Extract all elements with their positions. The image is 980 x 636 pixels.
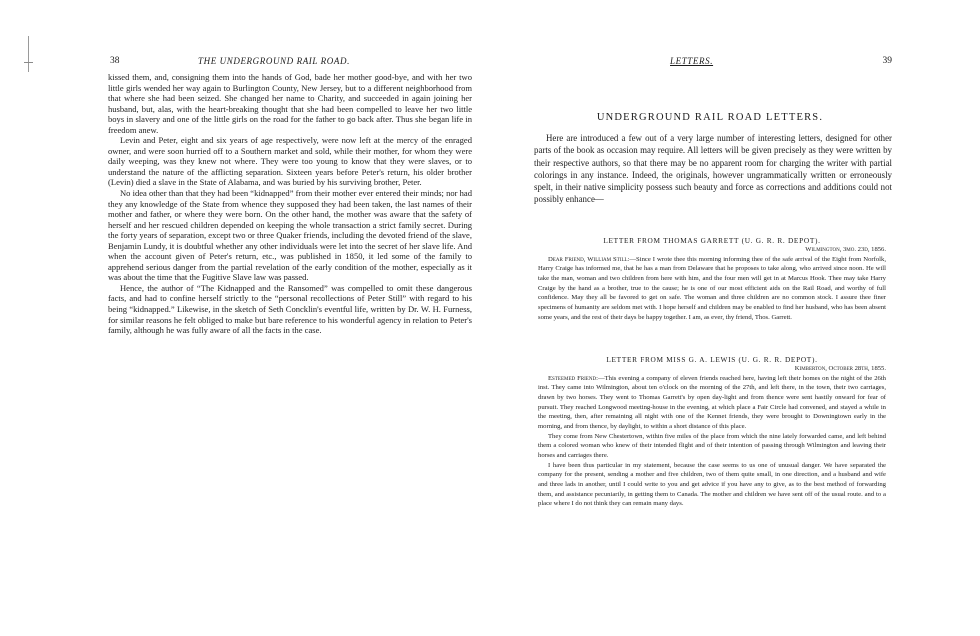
left-running-title: THE UNDERGROUND RAIL ROAD. [198, 56, 350, 66]
intro-paragraph: Here are introduced a few out of a very large number of interesting letters, designed for other parts of the book as occasion may require. All letters will be given precisely as they were written by their respective authors, so that there may be no apparent room for charging the writer with partial colorings in any instance. Indeed, the originals, however ungrammatically written or erroneously spelt, in their native simplicity possess such beauty and force as corrections and additions could not possibly enhance— [534, 133, 892, 205]
right-running-title: LETTERS. [670, 56, 714, 66]
letter-salutation: Esteemed Friend: [548, 374, 598, 382]
letter-heading: LETTER FROM MISS G. A. LEWIS (U. G. R. R. DEPOT). [606, 355, 818, 364]
right-page [528, 0, 892, 636]
letter-closing: I am, as ever, thy friend, Thos. Garrett. [688, 313, 792, 321]
left-running-head [108, 56, 472, 70]
gutter-tick [24, 62, 33, 63]
letter-heading: LETTER FROM THOMAS GARRETT (U. G. R. R. DEPOT). [603, 236, 821, 245]
letter-lewis [538, 355, 886, 509]
letter-paragraph [538, 255, 886, 323]
letter-dateline: Kimberton, October 28th, 1855. [794, 365, 886, 372]
left-paragraph: Hence, the author of “The Kidnapped and the Ransomed” was compelled to omit these dangerous facts, and had to confine herself strictly to the “personal recollections of Peter Still” with regard to his being “kidnapped.” Likewise, in the sketch of Seth Concklin's eventful life, written by Dr. W. H. Furness, for similar reasons he felt obliged to make but bare reference to his wonderful agency in relation to Peter's family, although he was fully aware of all the facts in the case. [108, 282, 472, 336]
right-page-number: 39 [882, 56, 892, 66]
section-title: UNDERGROUND RAIL ROAD LETTERS. [596, 112, 824, 123]
intro-text [534, 132, 892, 206]
left-paragraph: kissed them, and, consigning them into the hands of God, bade her mother good-bye, and with her two little girls wended her way again to Burlington County, New Jersey, but to a different neighborhood from that where she had been seized. She changed her name to Charity, and succeeded in again joining her husband, but, alas, with the heart-breaking thought that she had been compelled to leave her two little boys in slavery and one of the little girls on the road for the father to go back after. Thus she began life in freedom anew. [108, 72, 472, 135]
letter-garrett [538, 236, 886, 322]
letter-paragraph [538, 374, 886, 432]
letter-salutation: Dear Friend, William Still: [548, 255, 630, 263]
left-body [108, 72, 472, 336]
left-page-number: 38 [110, 56, 120, 66]
right-running-head [528, 56, 892, 70]
letter-paragraph: I have been thus particular in my statement, because the case seems to us one of unusual danger. We have separated the company for the present, sending a mother and five children, two of them quite small, in one direction, and a husband and wife and three lads in another, until I could write to you and get advice if you have any to give, as to the best method of forwarding them, and assistance pecuniarily, in getting them to Canada. The mother and children we have sent off of the usual route. and to a place where I do not think they can remain many days. [538, 461, 886, 508]
letter-text: —This evening a company of eleven friends reached here, having left their homes on the night of the 26th inst. They came into Wilmington, about ten o'clock on the morning of the 27th, and left there, in the town, their two carriages, drawn by two horses. They went to Thomas Garrett's by open day-light and from thence were sent hastily onward for fear of pursuit. They reached Longwood meeting-house in the evening, at which place a Fair Circle had convened, and stayed a while in the meeting, then, after remaining all night with one of the Kennet friends, they were brought to Downingtown early in the morning, and from thence, by daylight, to within a short distance of this place. [538, 374, 887, 430]
letter-paragraph: They come from New Chestertown, within five miles of the place from which the nine lately forwarded came, and left behind them a colored woman who knew of their intended flight and of their intention of passing through Wilmington and leaving their horses and carriages there. [538, 432, 886, 459]
left-paragraph: Levin and Peter, eight and six years of age respectively, were now left at the mercy of the enraged owner, and were soon hurried off to a Southern market and sold, while their mother, for whom they were daily weeping, was they knew not where. They were too young to know that they were slaves, or to understand the nature of the afflicting separation. Sixteen years before Peter's return, his older brother (Levin) died a slave in the State of Alabama, and was buried by his surviving brother, Peter. [108, 135, 472, 188]
letter-body [538, 364, 886, 509]
left-paragraph: No idea other than that they had been “kidnapped” from their mother ever entered their minds; nor had they any knowledge of the State from whence they supposed they had been taken, the last names of their mother and father, or where they were born. On the other hand, the mother was aware that the safety of herself and her rescued children depended on keeping the whole transaction a strict family secret. During the forty years of separation, except two or three Quaker friends, including the devoted friend of the slave, Benjamin Lundy, it is doubtful whether any other individuals were let into the secret of her slave life. And when the account given of Peter's return, etc., was published in 1850, it led some of the family to apprehend serious danger from the partial revelation of the early condition of the mother, especially as it was about the time that the Fugitive Slave law was passed. [108, 188, 472, 283]
left-page [108, 0, 472, 636]
letter-dateline: Wilmington, 3mo. 23d, 1856. [805, 246, 886, 253]
letter-text: —Since I wrote thee this morning informing thee of the safe arrival of the Eight from Norfolk, Harry Craige has informed me, that he has a man from Delaware that he proposes to take along, who arrived since noon. He will take the man, woman and two children from here with him, and the four men will get in at Marcus Hook. Thee may take Harry Craige by the hand as a brother, true to the cause; he is one of our most efficient aids on the Rail Road, and worthy of full confidence. May they all be favored to get on safe. The woman and three children are no common stock. I assure thee finer specimens of humanity are seldom met with. I hope herself and children may be enabled to find her husband, who has been absent some years, and the rest of their days be happy together. [538, 255, 886, 321]
letter-body [538, 245, 886, 322]
gutter-rule [28, 36, 29, 72]
